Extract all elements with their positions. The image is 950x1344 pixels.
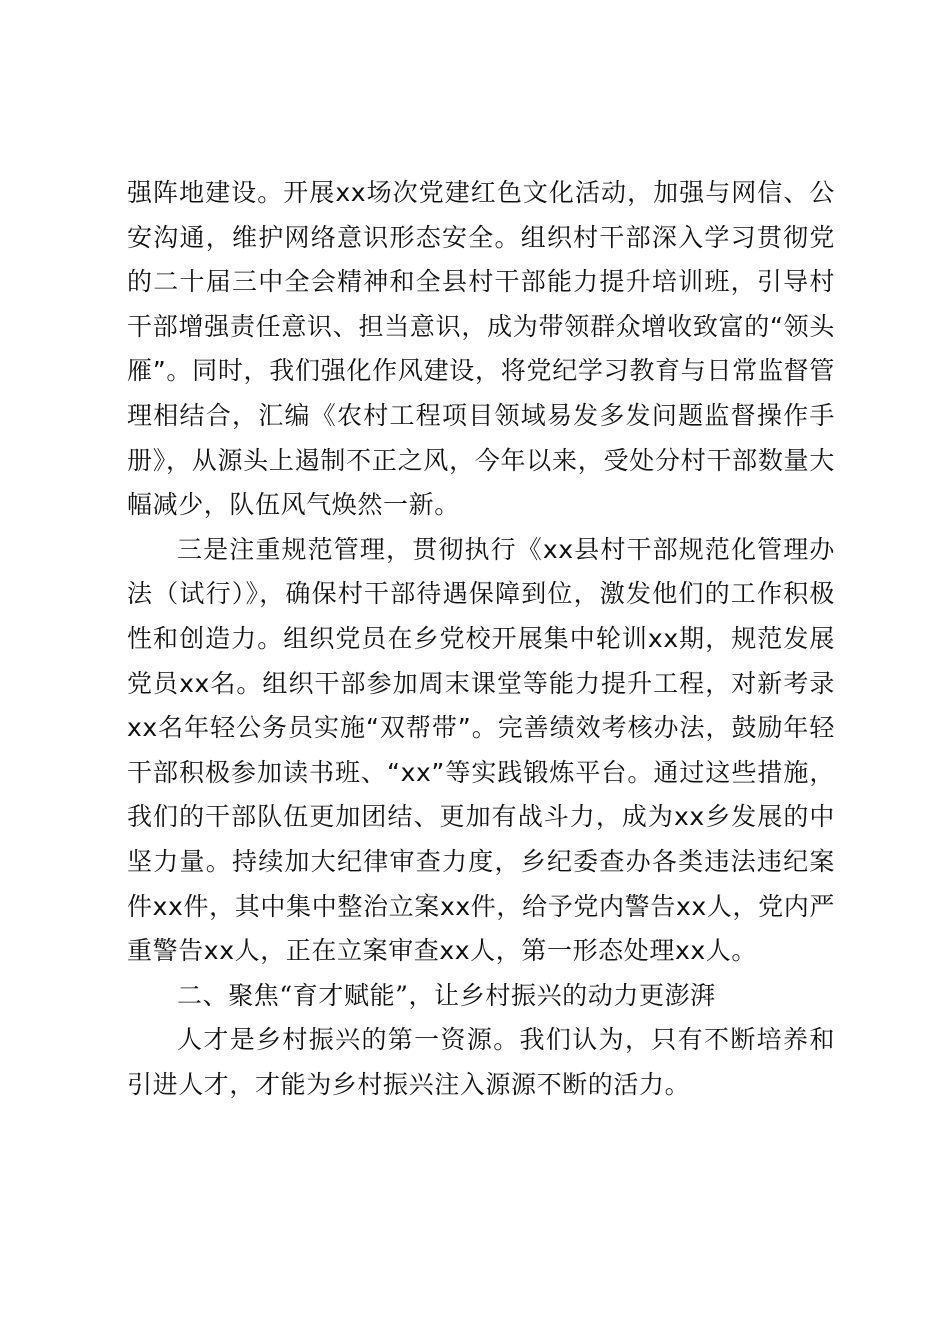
paragraph-talent: 人才是乡村振兴的第一资源。我们认为，只有不断培养和引进人才，才能为乡村振兴注入源源不断的活力。	[127, 1025, 835, 1099]
body-text	[127, 171, 835, 1107]
paragraph-management: 三是注重规范管理，贯彻执行《xx县村干部规范化管理办法（试行）》，确保村干部待遇保障到位，激发他们的工作积极性和创造力。组织党员在乡党校开展集中轮训xx期，规范发展党员xx名。组织干部参加周末课堂等能力提升工程，对新考录xx名年轻公务员实施“双帮带”。完善绩效考核办法，鼓励年轻干部积极参加读书班、“xx”等实践锻炼平台。通过这些措施，我们的干部队伍更加团结、更加有战斗力，成为xx乡发展的中坚力量。持续加大纪律审查力度，乡纪委查办各类违法违纪案件xx件，其中集中整治立案xx件，给予党内警告xx人，党内严重警告xx人，正在立案审查xx人，第一形态处理xx人。	[127, 534, 835, 966]
paragraph-continuation: 强阵地建设。开展xx场次党建红色文化活动，加强与网信、公安沟通，维护网络意识形态安全。组织村干部深入学习贯彻党的二十届三中全会精神和全县村干部能力提升培训班，引导村干部增强责任意识、担当意识，成为带领群众增收致富的“领头雁”。同时，我们强化作风建设，将党纪学习教育与日常监督管理相结合，汇编《农村工程项目领域易发多发问题监督操作手册》，从源头上遏制不正之风，今年以来，受处分村干部数量大幅减少，队伍风气焕然一新。	[127, 178, 835, 520]
section-heading: 二、聚焦“育才赋能”，让乡村振兴的动力更澎湃	[177, 980, 716, 1010]
